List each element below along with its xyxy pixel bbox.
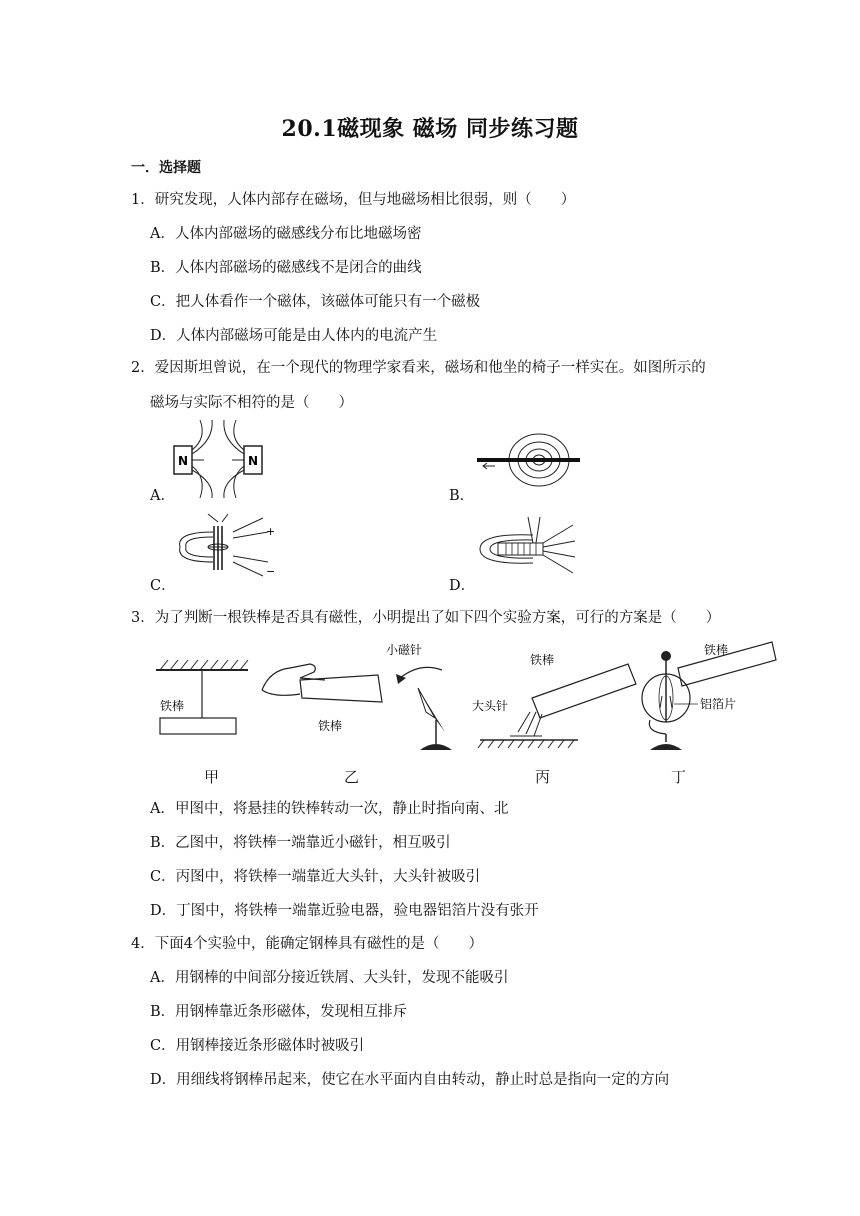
question-4-option-b[interactable]: B．用钢棒靠近条形磁体，发现相互排斥	[150, 1004, 408, 1020]
question-1-option-c[interactable]: C．把人体看作一个磁体，该磁体可能只有一个磁极	[150, 294, 481, 310]
question-3-option-b[interactable]: B．乙图中，将铁棒一端靠近小磁针，相互吸引	[150, 835, 451, 851]
figure-3-caption-yi: 乙	[344, 768, 360, 786]
figure-3-ding-electroscope	[642, 642, 776, 750]
question-4-option-c[interactable]: C．用钢棒接近条形磁体时被吸引	[150, 1038, 365, 1054]
svg-text:−: −	[266, 565, 276, 578]
page-title: 20.1磁现象 磁场 同步练习题	[281, 116, 579, 142]
figure-2c-label[interactable]: C．	[150, 578, 176, 594]
question-3-option-c[interactable]: C．丙图中，将铁棒一端靠近大头针，大头针被吸引	[150, 869, 481, 885]
question-3-option-d[interactable]: D．丁图中，将铁棒一端靠近验电器，验电器铝箔片没有张开	[150, 903, 539, 919]
figure-3-caption-jia: 甲	[204, 768, 220, 786]
figure-3-experiments	[150, 640, 790, 760]
svg-text:铁棒: 铁棒	[318, 719, 343, 733]
question-1-stem: 1．研究发现，人体内部存在磁场，但与地磁场相比很弱，则（ ）	[131, 192, 576, 208]
svg-text:小磁针: 小磁针	[386, 643, 423, 657]
svg-text:+: +	[266, 525, 276, 538]
question-1-option-a[interactable]: A．人体内部磁场的磁感线分布比地磁场密	[150, 226, 422, 242]
figure-2a-magnetic-field-two-north-poles	[172, 418, 267, 500]
svg-text:铁棒: 铁棒	[160, 699, 185, 713]
svg-text:铁棒: 铁棒	[704, 643, 729, 657]
figure-2b-label[interactable]: B．	[449, 488, 475, 504]
question-1-option-d[interactable]: D．人体内部磁场可能是由人体内的电流产生	[150, 328, 438, 344]
figure-3-jia-hanging-rod	[156, 660, 248, 734]
figure-2b-magnetic-field-straight-wire	[475, 420, 585, 500]
figure-2a-label[interactable]: A．	[150, 488, 175, 504]
figure-3-caption-bing: 丙	[535, 768, 551, 786]
question-4-stem: 4．下面4个实验中，能确定钢棒具有磁性的是（ ）	[131, 936, 483, 952]
figure-3-bing-rod-near-pins	[472, 652, 636, 748]
svg-text:N: N	[248, 454, 259, 468]
figure-3-yi-rod-near-needle	[262, 642, 452, 750]
question-1-option-b[interactable]: B．人体内部磁场的磁感线不是闭合的曲线	[150, 260, 422, 276]
question-2-stem-line1: 2．爱因斯坦曾说，在一个现代的物理学家看来，磁场和他坐的椅子一样实在。如图所示的	[131, 360, 706, 376]
svg-text:N: N	[178, 454, 189, 468]
question-4-option-d[interactable]: D．用细线将钢棒吊起来，使它在水平面内自由转动，静止时总是指向一定的方向	[150, 1072, 670, 1088]
svg-text:大头针: 大头针	[472, 699, 509, 713]
figure-2d-magnetic-field-bar-magnet	[478, 515, 578, 583]
figure-2c-magnetic-field-solenoid	[178, 512, 278, 582]
figure-3-caption-ding: 丁	[671, 768, 687, 786]
svg-text:铝箔片: 铝箔片	[700, 697, 737, 711]
question-2-stem-line2: 磁场与实际不相符的是（ ）	[150, 395, 353, 411]
svg-text:铁棒: 铁棒	[530, 653, 555, 667]
question-3-option-a[interactable]: A．甲图中，将悬挂的铁棒转动一次，静止时指向南、北	[150, 801, 509, 817]
question-4-option-a[interactable]: A．用钢棒的中间部分接近铁屑、大头针，发现不能吸引	[150, 970, 509, 986]
question-3-stem: 3．为了判断一根铁棒是否具有磁性，小明提出了如下四个实验方案，可行的方案是（ ）	[131, 610, 721, 626]
figure-2d-label[interactable]: D．	[449, 578, 476, 594]
section-heading: 一．选择题	[131, 160, 201, 176]
